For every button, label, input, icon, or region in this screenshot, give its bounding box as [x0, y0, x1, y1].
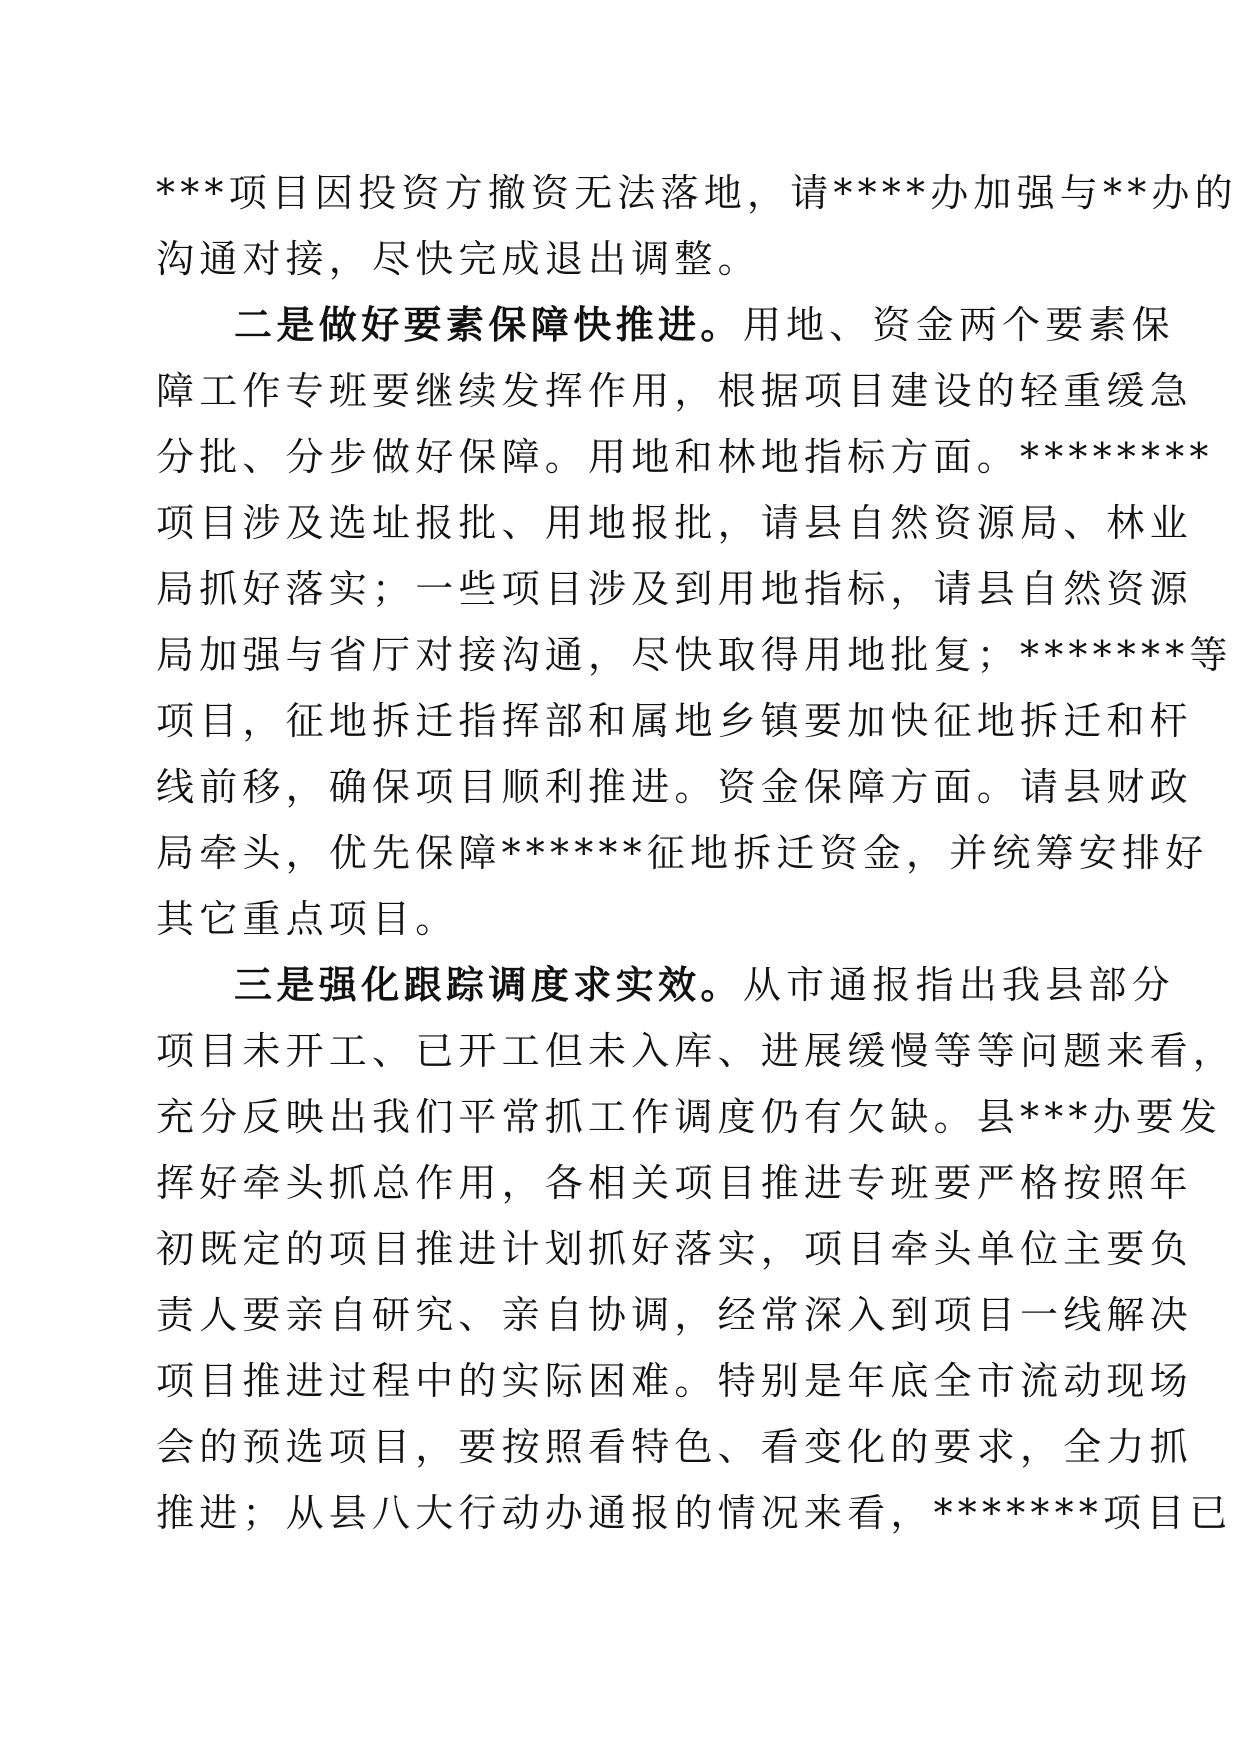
text-line: 分批、分步做好保障。用地和林地指标方面。********	[156, 435, 1214, 479]
text-line: 会的预选项目，要按照看特色、看变化的要求，全力抓	[156, 1425, 1193, 1469]
text-line-segment: 从市通报指出我县部分	[742, 963, 1175, 1007]
text-line-segment: 用地、资金两个要素保	[742, 303, 1175, 347]
text-line: 推进；从县八大行动办通报的情况来看，*******项目已	[156, 1491, 1233, 1535]
text-line: 责人要亲自研究、亲自协调，经常深入到项目一线解决	[156, 1293, 1193, 1337]
section-3-lead-heading: 三是强化跟踪调度求实效。	[234, 963, 743, 1007]
section-2-first-line	[234, 292, 1175, 358]
text-line: 局抓好落实；一些项目涉及到用地指标，请县自然资源	[156, 567, 1193, 611]
text-line: 挥好牵头抓总作用，各相关项目推进专班要严格按照年	[156, 1161, 1193, 1205]
text-line: 项目涉及选址报批、用地报批，请县自然资源局、林业	[156, 501, 1193, 545]
text-line: 初既定的项目推进计划抓好落实，项目牵头单位主要负	[156, 1227, 1193, 1271]
text-line: 沟通对接，尽快完成退出调整。	[156, 237, 761, 281]
text-line: 局牵头，优先保障******征地拆迁资金，并统筹安排好	[156, 831, 1209, 875]
text-line: 局加强与省厅对接沟通，尽快取得用地批复；*******等	[156, 633, 1233, 677]
text-line: 线前移，确保项目顺利推进。资金保障方面。请县财政	[156, 765, 1193, 809]
text-line: 项目，征地拆迁指挥部和属地乡镇要加快征地拆迁和杆	[156, 699, 1193, 743]
text-line: 其它重点项目。	[156, 897, 459, 941]
text-line: 充分反映出我们平常抓工作调度仍有欠缺。县***办要发	[156, 1095, 1223, 1139]
section-3-first-line	[234, 952, 1175, 1018]
text-line: 项目推进过程中的实际困难。特别是年底全市流动现场	[156, 1359, 1193, 1403]
text-line: 项目未开工、已开工但未入库、进展缓慢等等问题来看，	[156, 1029, 1237, 1073]
text-line: ***项目因投资方撤资无法落地，请****办加强与**办的	[156, 171, 1238, 215]
text-line: 障工作专班要继续发挥作用，根据项目建设的轻重缓急	[156, 369, 1193, 413]
section-2-lead-heading: 二是做好要素保障快推进。	[234, 303, 743, 347]
